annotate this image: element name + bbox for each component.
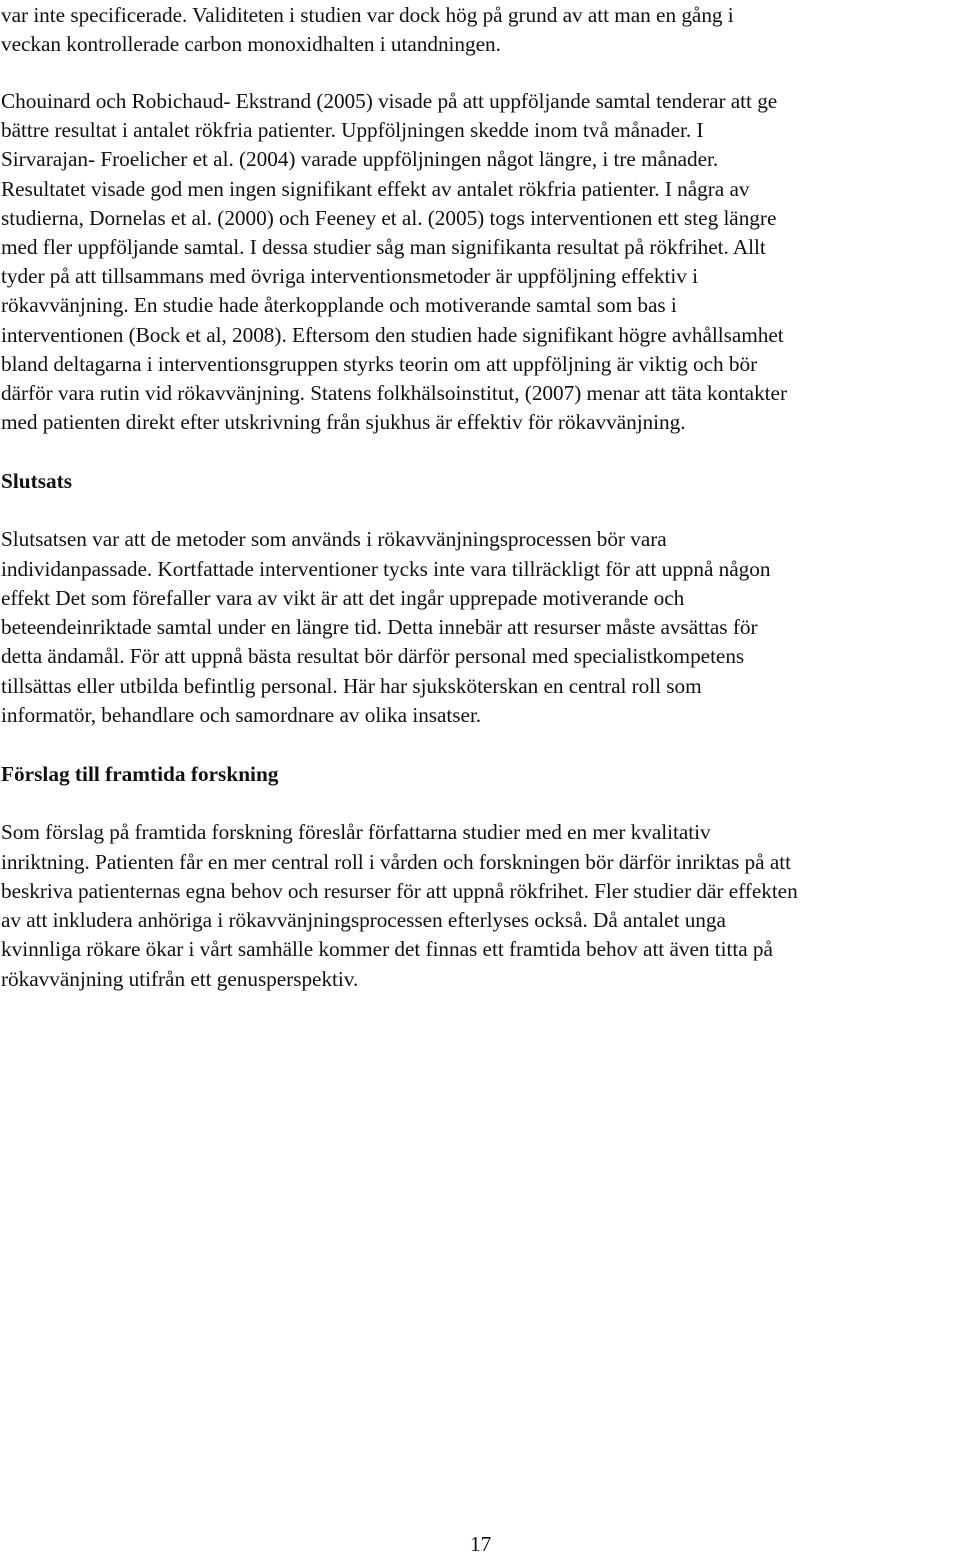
future-research-line-2: inriktning. Patienten får en mer central roll i vården och forskningen bör därför inriktas på att [1, 850, 791, 874]
followup-line-7: tyder på att tillsammans med övriga interventionsmetoder är uppföljning effektiv i [1, 264, 698, 288]
followup-line-4: Resultatet visade god men ingen signifikant effekt av antalet rökfria patienter. I några av [1, 177, 750, 201]
followup-line-12: med patienten direkt efter utskrivning från sjukhus är effektiv för rökavvänjning. [1, 410, 686, 434]
future-research-heading: Förslag till framtida forskning [1, 762, 279, 786]
page-number: 17 [470, 1532, 492, 1556]
followup-line-2: bättre resultat i antalet rökfria patienter. Uppföljningen skedde inom två månader. I [1, 118, 704, 142]
followup-line-11: därför vara rutin vid rökavvänjning. Statens folkhälsoinstitut, (2007) menar att täta kontakter [1, 381, 787, 405]
followup-line-1: Chouinard och Robichaud- Ekstrand (2005) visade på att uppföljande samtal tenderar att ge [1, 89, 778, 113]
future-research-line-6: rökavvänjning utifrån ett genusperspektiv. [1, 967, 359, 991]
conclusion-line-5: detta ändamål. För att uppnå bästa resultat bör därför personal med specialistkompetens [1, 644, 745, 668]
conclusion-line-3: effekt Det som förefaller vara av vikt är att det ingår upprepade motiverande och [1, 586, 685, 610]
conclusion-line-4: beteendeinriktade samtal under en längre tid. Detta innebär att resurser måste avsättas för [1, 615, 758, 639]
intro-line-2: veckan kontrollerade carbon monoxidhalten i utandningen. [1, 32, 501, 56]
followup-line-9: interventionen (Bock et al, 2008). Eftersom den studien hade signifikant högre avhållsamhet [1, 323, 784, 347]
followup-line-5: studierna, Dornelas et al. (2000) och Feeney et al. (2005) togs interventionen ett steg längre [1, 206, 777, 230]
intro-line-1: var inte specificerade. Validiteten i studien var dock hög på grund av att man en gång i [1, 3, 734, 27]
followup-line-8: rökavvänjning. En studie hade återkopplande och motiverande samtal som bas i [1, 293, 677, 317]
followup-line-3: Sirvarajan- Froelicher et al. (2004) varade uppföljningen något längre, i tre månader. [1, 147, 719, 171]
conclusion-line-7: informatör, behandlare och samordnare av olika insatser. [1, 703, 482, 727]
conclusion-line-1: Slutsatsen var att de metoder som används i rökavvänjningsprocessen bör vara [1, 527, 667, 551]
conclusion-line-6: tillsättas eller utbilda befintlig personal. Här har sjuksköterskan en central roll som [1, 674, 702, 698]
conclusion-heading: Slutsats [1, 469, 73, 493]
future-research-line-4: av att inkludera anhöriga i rökavvänjningsprocessen efterlyses också. Då antalet unga [1, 908, 726, 932]
future-research-line-3: beskriva patienternas egna behov och resurser för att uppnå rökfrihet. Fler studier där effekten [1, 879, 798, 903]
future-research-line-5: kvinnliga rökare ökar i vårt samhälle kommer det finnas ett framtida behov att även titta på [1, 937, 773, 961]
followup-line-10: bland deltagarna i interventionsgruppen styrks teorin om att uppföljning är viktig och bör [1, 352, 758, 376]
future-research-line-1: Som förslag på framtida forskning föreslår författarna studier med en mer kvalitativ [1, 820, 711, 844]
conclusion-line-2: individanpassade. Kortfattade interventioner tycks inte vara tillräckligt för att uppnå någon [1, 557, 771, 581]
followup-line-6: med fler uppföljande samtal. I dessa studier såg man signifikanta resultat på rökfrihet. Allt [1, 235, 766, 259]
